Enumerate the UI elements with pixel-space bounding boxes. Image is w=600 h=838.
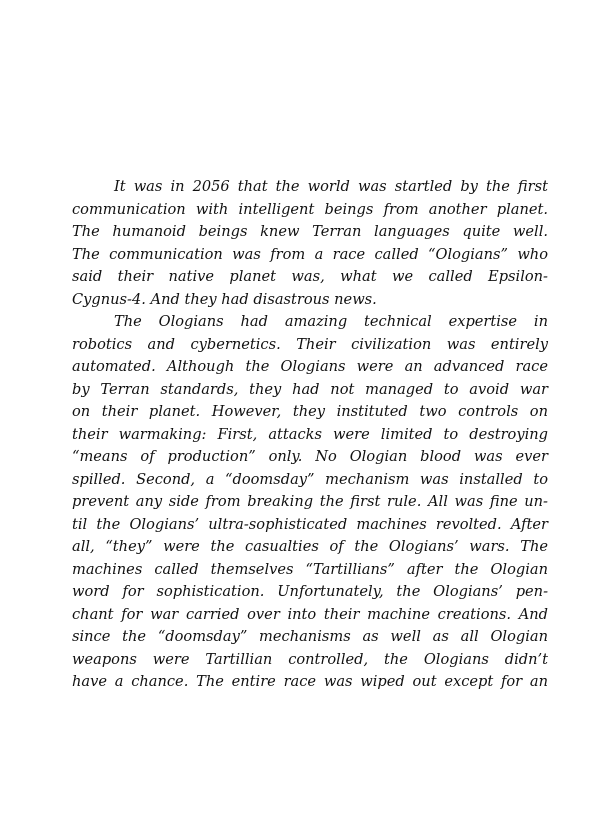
text-line: chant for war carried over into their machine creations. And bbox=[72, 605, 548, 623]
text-line: prevent any side from breaking the first rule. All was fine un- bbox=[72, 493, 548, 510]
text-line: robotics and cybernetics. Their civilization was entirely bbox=[72, 335, 548, 353]
text-line: The Ologians had amazing technical expertise in bbox=[114, 313, 548, 330]
text-line: Cygnus-4. And they had disastrous news. bbox=[72, 290, 377, 308]
text-line: by Terran standards, they had not managed to avoid war bbox=[72, 380, 548, 398]
text-line: machines called themselves “Tartillians” after the Ologian bbox=[72, 560, 548, 578]
text-line: The communication was from a race called “Ologians” who bbox=[72, 245, 548, 263]
text-line: said their native planet was, what we called Epsilon- bbox=[72, 268, 548, 285]
text-line: automated. Although the Ologians were an advanced race bbox=[72, 358, 548, 375]
text-line: til the Ologians’ ultra-sophisticated machines revolted. After bbox=[72, 515, 548, 533]
text-line: It was in 2056 that the world was startled by the first bbox=[114, 178, 548, 195]
text-line: communication with intelligent beings from another planet. bbox=[72, 200, 548, 218]
text-line: word for sophistication. Unfortunately, the Ologians’ pen- bbox=[72, 583, 548, 600]
story-text bbox=[72, 176, 548, 694]
text-line: “means of production” only. No Ologian blood was ever bbox=[72, 448, 548, 465]
text-line: their warmaking: First, attacks were limited to destroying bbox=[72, 425, 548, 443]
text-line: spilled. Second, a “doomsday” mechanism was installed to bbox=[72, 470, 548, 488]
text-line: since the “doomsday” mechanisms as well as all Ologian bbox=[72, 628, 548, 645]
text-line: The humanoid beings knew Terran languages quite well. bbox=[72, 223, 548, 240]
text-line: weapons were Tartillian controlled, the Ologians didn’t bbox=[72, 650, 548, 668]
text-line: have a chance. The entire race was wiped out except for an bbox=[72, 673, 548, 690]
text-line: all, “they” were the casualties of the Ologians’ wars. The bbox=[72, 538, 548, 555]
text-line: on their planet. However, they instituted two controls on bbox=[72, 403, 548, 420]
